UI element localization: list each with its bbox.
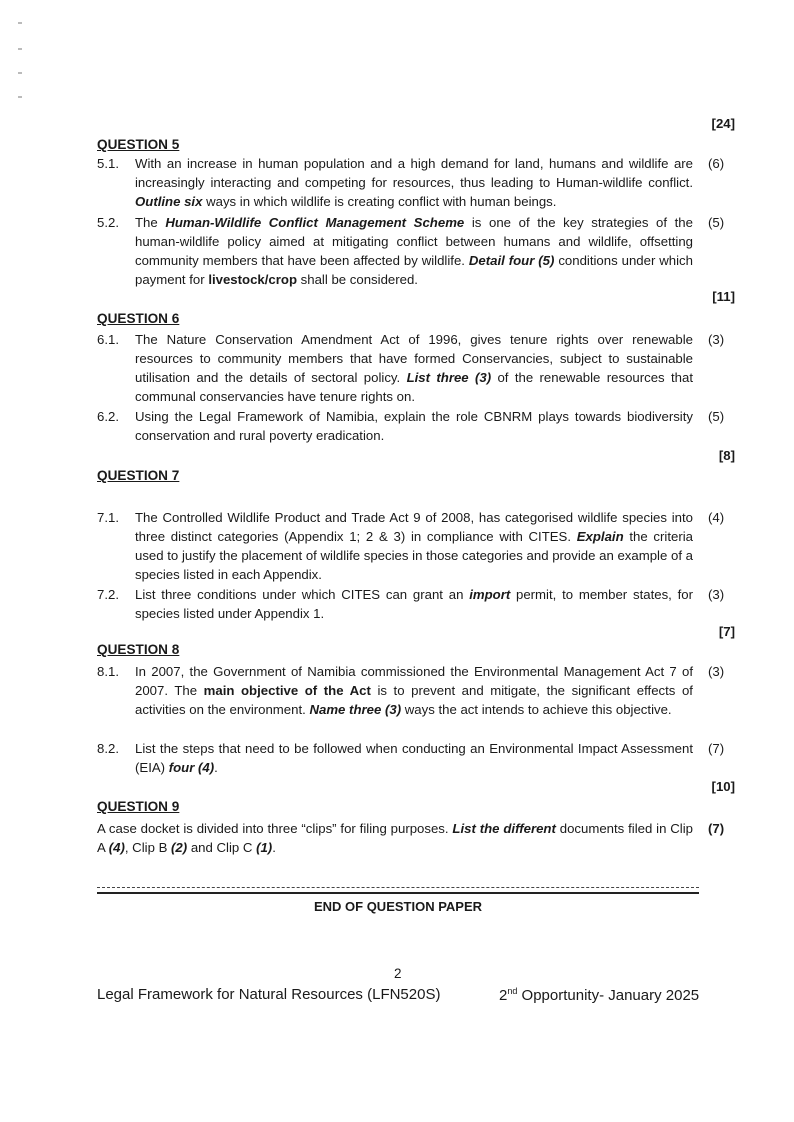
item-text: [135, 739, 693, 777]
text-segment: List the steps that need to be followed when conducting an Environmental Impact Assessment (EIA): [135, 741, 693, 775]
divider-solid: [97, 892, 699, 894]
text-segment: is to prevent and mitigate, the significant effects of activities on the environment.: [135, 683, 693, 717]
question-5-total: [11]: [712, 289, 735, 304]
question-6-total: [8]: [718, 448, 735, 463]
item-text: [135, 213, 693, 289]
item-text: [135, 330, 693, 406]
item-marks: (7): [708, 741, 725, 756]
footer-opportunity: [499, 986, 699, 1004]
item-number: 6.2.: [97, 409, 119, 424]
text-segment: ways in which wildlife is creating conflict with human beings.: [202, 194, 557, 209]
text-segment: of the renewable resources that communal conservancies have tenure rights on.: [135, 370, 694, 404]
text-segment: List three conditions under which CITES can grant an: [135, 587, 470, 602]
item-text: [135, 508, 693, 584]
item-marks: (5): [708, 409, 725, 424]
item-text: [135, 154, 693, 211]
text-segment: and Clip C: [187, 840, 257, 855]
scan-mark: [18, 22, 22, 24]
item-number: 8.1.: [97, 664, 119, 679]
text-segment: , Clip B: [124, 840, 172, 855]
item-text: [97, 819, 693, 857]
item-number: 6.1.: [97, 332, 119, 347]
text-segment: List the different: [452, 821, 556, 836]
question-7-total: [7]: [718, 624, 735, 639]
item-number: 5.1.: [97, 156, 119, 171]
text-segment: (4): [108, 840, 125, 855]
text-segment: import: [469, 587, 511, 602]
item-marks: (7): [708, 821, 725, 836]
text-segment: is one of the key strategies of the human-wildlife policy aimed at mitigating conflict between humans and wildlife, offsetting community members that have been affected by wildlife.: [135, 215, 693, 268]
text-segment: The: [135, 215, 166, 230]
opportunity-number: 2: [499, 987, 508, 1004]
text-segment: four (4): [168, 760, 215, 775]
text-segment: shall be considered.: [297, 272, 418, 287]
item-text: [135, 585, 693, 623]
item-number: 7.1.: [97, 510, 119, 525]
end-of-paper: END OF QUESTION PAPER: [313, 899, 483, 914]
item-text: [135, 407, 693, 445]
question-heading: QUESTION 9: [97, 799, 180, 814]
text-segment: conditions under which payment for: [135, 253, 693, 287]
text-segment: (1): [256, 840, 273, 855]
scan-mark: [18, 48, 22, 50]
text-segment: documents filed in Clip A: [97, 821, 693, 855]
item-number: 5.2.: [97, 215, 119, 230]
text-segment: List three (3): [406, 370, 492, 385]
text-segment: Using the Legal Framework of Namibia, explain the role CBNRM plays towards biodiversity conservation and rural poverty eradication.: [135, 409, 693, 443]
scan-mark: [18, 96, 22, 98]
item-marks: (3): [708, 664, 725, 679]
page-number: 2: [394, 966, 402, 981]
item-marks: (3): [708, 587, 725, 602]
text-segment: The Controlled Wildlife Product and Trade Act 9 of 2008, has categorised wildlife species into three distinct categories (Appendix 1; 2 & 3) in compliance with CITES.: [135, 510, 693, 544]
question-heading: QUESTION 7: [97, 468, 180, 483]
opportunity-suffix: nd: [507, 986, 518, 996]
text-segment: Explain: [576, 529, 624, 544]
question-heading: QUESTION 8: [97, 642, 180, 657]
item-number: 8.2.: [97, 741, 119, 756]
opportunity-text: Opportunity- January 2025: [517, 987, 700, 1004]
text-segment: In 2007, the Government of Namibia commissioned the Environmental Management Act 7 of 2007. The: [135, 664, 693, 698]
item-marks: (5): [708, 215, 725, 230]
item-marks: (4): [708, 510, 725, 525]
divider-dashed: [97, 887, 699, 888]
text-segment: The Nature Conservation Amendment Act of 1996, gives tenure rights over renewable resources to community members that have formed Conservancies, subject to sustainable utilisation and the details of sectoral policy.: [135, 332, 693, 385]
text-segment: .: [272, 840, 276, 855]
text-segment: With an increase in human population and a high demand for land, humans and wildlife are increasingly interacting and competing for resources, thus leading to Human-wildlife conflict.: [135, 156, 693, 190]
text-segment: (2): [171, 840, 188, 855]
text-segment: .: [214, 760, 218, 775]
question-heading: QUESTION 6: [97, 311, 180, 326]
text-segment: Outline six: [135, 194, 203, 209]
text-segment: livestock/crop: [208, 272, 297, 287]
item-marks: (3): [708, 332, 725, 347]
question-8-total: [10]: [711, 779, 735, 794]
text-segment: Detail four (5): [468, 253, 555, 268]
footer-course: Legal Framework for Natural Resources (LFN520S): [97, 986, 441, 1003]
text-segment: main objective of the Act: [203, 683, 371, 698]
text-segment: the criteria used to justify the placement of wildlife species in those categories and provide an example of a species listed in each Appendix.: [135, 529, 693, 582]
item-marks: (6): [708, 156, 725, 171]
text-segment: Name three (3): [309, 702, 402, 717]
question-heading: QUESTION 5: [97, 137, 180, 152]
text-segment: permit, to member states, for species listed under Appendix 1.: [135, 587, 693, 621]
scan-mark: [18, 72, 22, 74]
text-segment: ways the act intends to achieve this objective.: [401, 702, 672, 717]
item-number: 7.2.: [97, 587, 119, 602]
question-4-total: [24]: [711, 116, 735, 131]
text-segment: Human-Wildlife Conflict Management Scheme: [165, 215, 465, 230]
item-text: [135, 662, 693, 719]
text-segment: A case docket is divided into three “clips” for filing purposes.: [97, 821, 453, 836]
